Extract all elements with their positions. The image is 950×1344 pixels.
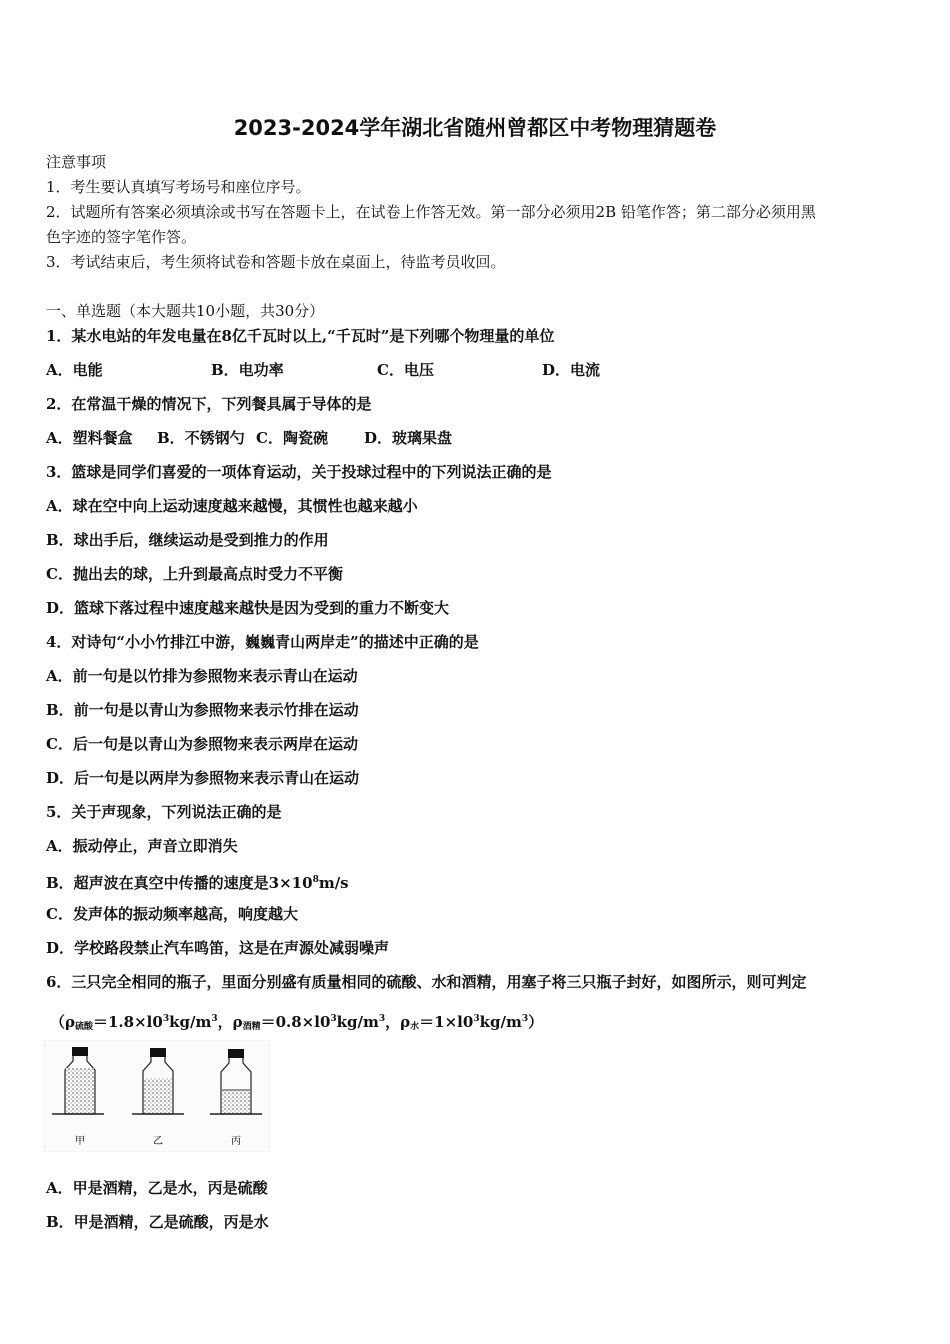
q5-option-a: A．振动停止，声音立即消失 <box>46 837 238 855</box>
notice-item-3: 3．考试结束后，考生须将试卷和答题卡放在桌面上，待监考员收回。 <box>46 253 506 271</box>
density-sub-sulfuric: 硫酸 <box>74 1022 93 1032</box>
q6-stem: 6．三只完全相同的瓶子，里面分别盛有质量相同的硫酸、水和酒精，用塞子将三只瓶子封好，如图所示，则可判定 <box>46 973 807 991</box>
q2-option-d: D．玻璃果盘 <box>364 429 453 447</box>
q1-option-b: B．电功率 <box>211 361 284 379</box>
bottle-jia-cap <box>72 1047 88 1056</box>
bottle-bing-liquid <box>222 1091 250 1113</box>
q6-option-b: B．甲是酒精，乙是硫酸，丙是水 <box>46 1213 269 1231</box>
q2-stem: 2．在常温干燥的情况下，下列餐具属于导体的是 <box>46 395 372 413</box>
notice-item-2-cont: 色字迹的签字笔作答。 <box>46 228 197 246</box>
q1-options <box>46 360 906 380</box>
q4-stem: 4．对诗句“小小竹排江中游，巍巍青山两岸走”的描述中正确的是 <box>46 633 479 651</box>
q1-option-a: A．电能 <box>46 361 103 379</box>
bottle-jia-liquid <box>66 1068 94 1113</box>
bottle-label-yi: 乙 <box>153 1136 163 1147</box>
q5-option-b-exponent: 8 <box>312 875 319 885</box>
q3-option-d: D．篮球下落过程中速度越来越快是因为受到的重力不断变大 <box>46 599 450 617</box>
q5-option-b-text: B．超声波在真空中传播的速度是3×10 <box>46 874 313 892</box>
q5-option-b <box>46 870 349 893</box>
notice-item-1: 1．考生要认真填写考场号和座位序号。 <box>46 178 311 196</box>
notice-item-2: 2．试题所有答案必须填涂或书写在答题卡上，在试卷上作答无效。第一部分必须用2B 铅笔作答；第二部分必须用黑 <box>46 203 816 221</box>
bottle-label-jia: 甲 <box>75 1136 85 1147</box>
q1-option-d: D．电流 <box>542 361 601 379</box>
q4-option-d: D．后一句是以两岸为参照物来表示青山在运动 <box>46 769 360 787</box>
q6-option-a: A．甲是酒精，乙是水，丙是硫酸 <box>46 1179 268 1197</box>
density-sub-alcohol: 酒精 <box>242 1022 261 1032</box>
q5-option-b-unit: m/s <box>318 874 349 892</box>
q3-option-b: B．球出手后，继续运动是受到推力的作用 <box>46 531 329 549</box>
q4-option-a: A．前一句是以竹排为参照物来表示青山在运动 <box>46 667 358 685</box>
q2-option-c: C．陶瓷碗 <box>256 429 328 447</box>
q1-stem: 1．某水电站的年发电量在8亿千瓦时以上,“千瓦时”是下列哪个物理量的单位 <box>46 327 555 345</box>
q2-option-b: B．不锈钢勺 <box>157 429 245 447</box>
page-title: 2023-2024学年湖北省随州曾都区中考物理猜题卷 <box>233 116 717 140</box>
q3-stem: 3．篮球是同学们喜爱的一项体育运动，关于投球过程中的下列说法正确的是 <box>46 463 552 481</box>
q1-option-c: C．电压 <box>377 361 434 379</box>
q5-stem: 5．关于声现象，下列说法正确的是 <box>46 803 282 821</box>
q4-option-b: B．前一句是以青山为参照物来表示竹排在运动 <box>46 701 359 719</box>
bottle-label-bing: 丙 <box>231 1136 241 1147</box>
q3-option-a: A．球在空中向上运动速度越来越慢，其惯性也越来越小 <box>46 497 418 515</box>
q2-options <box>46 428 906 448</box>
q6-density-note: （$\rho_{硫酸}=1.8\times l0^3kg/m^3$，$\rho_{酒精}=0.8\times l0^3kg/m^3$，$\rho_水=1\times l0^3kg/m^3$） <box>50 1013 544 1032</box>
bottle-bing-cap <box>228 1049 244 1058</box>
q5-option-c: C．发声体的振动频率越高，响度越大 <box>46 905 298 923</box>
q5-option-d: D．学校路段禁止汽车鸣笛，这是在声源处减弱噪声 <box>46 939 390 957</box>
q4-option-c: C．后一句是以青山为参照物来表示两岸在运动 <box>46 735 358 753</box>
q2-option-a: A．塑料餐盒 <box>46 429 133 447</box>
q3-option-c: C．抛出去的球，上升到最高点时受力不平衡 <box>46 565 343 583</box>
section-heading: 一、单选题（本大题共10小题，共30分） <box>46 302 325 320</box>
density-sub-water: 水 <box>410 1022 420 1032</box>
bottle-yi-cap <box>150 1048 166 1057</box>
notice-heading: 注意事项 <box>46 153 107 171</box>
bottles-figure <box>44 1040 270 1152</box>
bottle-yi-liquid <box>144 1078 172 1113</box>
